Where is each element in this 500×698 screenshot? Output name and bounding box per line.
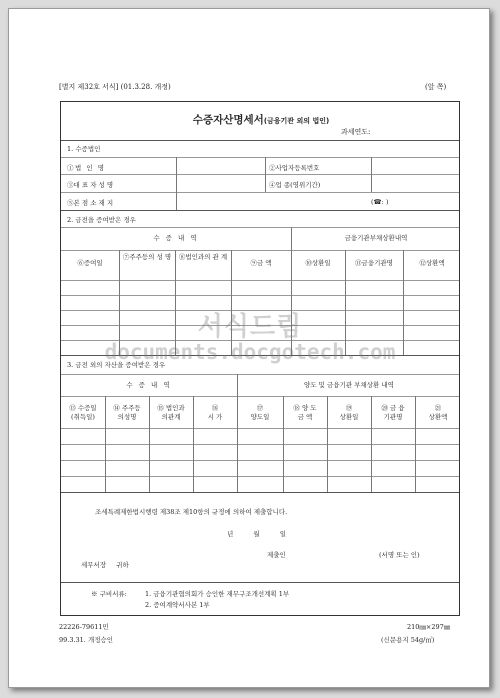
s3-col-shareholder: ⑭ 주주등 의성명 [113,404,141,421]
s2-repay-group: 금융기관부채상환내역 [344,234,408,242]
s3-col-market-price: ⑯ 시 가 [207,404,223,421]
s2-col-amount: ⑨금 액 [250,259,272,267]
s3-col-repay-date: ⑲ 상환일 [339,404,359,421]
s3-receipt-group: 수 증 내 역 [126,381,172,389]
paper-size: 210㎜×297㎜ [407,623,451,631]
s3-col-relation: ⑮ 법인과 의관계 [157,404,185,421]
ceo-name-label: ③대 표 자 성 명 [67,181,114,189]
page-side: (앞 쪽) [425,83,447,91]
form-title [61,108,461,127]
signature-label: (서명 또는 인) [379,551,420,559]
approval-date: 99.3.31. 개정승인 [59,636,114,644]
s3-col-repay-amount: ㉑ 상환액 [428,404,448,421]
section1-heading: 1. 수증법인 [67,145,101,153]
recipient-label: 세무서장 귀하 [81,561,129,569]
title-main: 수증자산명세서 [192,114,264,126]
submitter-label: 제출인 [267,551,286,559]
attachments-label: ※ 구비서류: [91,590,127,598]
section3-heading: 3. 금전 외의 자산을 증여받은 경우 [67,361,166,369]
s3-col-transfer-amount: ⑱ 양 도 금 액 [293,404,317,421]
phone-label: (☎: ) [371,198,389,206]
watermark-url: documents.docgotech.com [104,340,396,364]
form-number: [별지 제32호 서식] (01.3.28. 개정) [59,83,171,91]
s3-transfer-group: 양도 및 금융기관 부채상환 내역 [304,381,394,389]
title-sub: (금융기관 외의 법인) [263,117,330,125]
date-line: 년 월 일 [227,530,286,538]
tax-year-label: 과세연도: [341,128,371,136]
declaration-text: 조세특례제한법시행령 제38조 제10항의 규정에 의하여 제출합니다. [95,508,288,516]
s2-col-shareholder: ⑦주주등의 성 명 [122,253,172,261]
hq-address-label: ⑤본 점 소 재 지 [67,199,114,207]
s2-col-relation: ⑧법인과의 관 계 [178,253,228,261]
watermark-korean: 서식드림 [197,312,303,342]
s2-col-repay-date: ⑩상환일 [305,259,331,267]
attachment-2: 2. 증여계약서사본 1부 [145,601,210,609]
section2-heading: 2. 금전을 증여받은 경우 [67,216,136,224]
s2-col-gift-date: ⑥증여일 [77,259,103,267]
s2-col-repay-amount: ⑫상환액 [419,259,445,267]
corp-name-label: ①법 인 명 [67,164,106,172]
business-number-label: ②사업자등록번호 [269,164,320,172]
s2-col-bank: ⑪금융기관명 [355,259,393,267]
attachment-1: 1. 금융기관협의회가 승인한 재무구조개선계획 1부 [145,590,290,598]
s3-col-transfer-date: ⑰ 양도일 [250,404,270,421]
industry-label: ④업 종(영위기간) [269,181,321,189]
form-code: 22226-79611민 [59,623,109,631]
s3-col-receipt-date: ⑬ 수증일 (취득일) [69,404,97,421]
s2-receipt-group: 수 증 내 역 [153,234,199,242]
s3-col-bank: ⑳ 금 융 기관명 [381,404,405,421]
paper-type: (신문용지 54g/㎡) [381,636,435,644]
